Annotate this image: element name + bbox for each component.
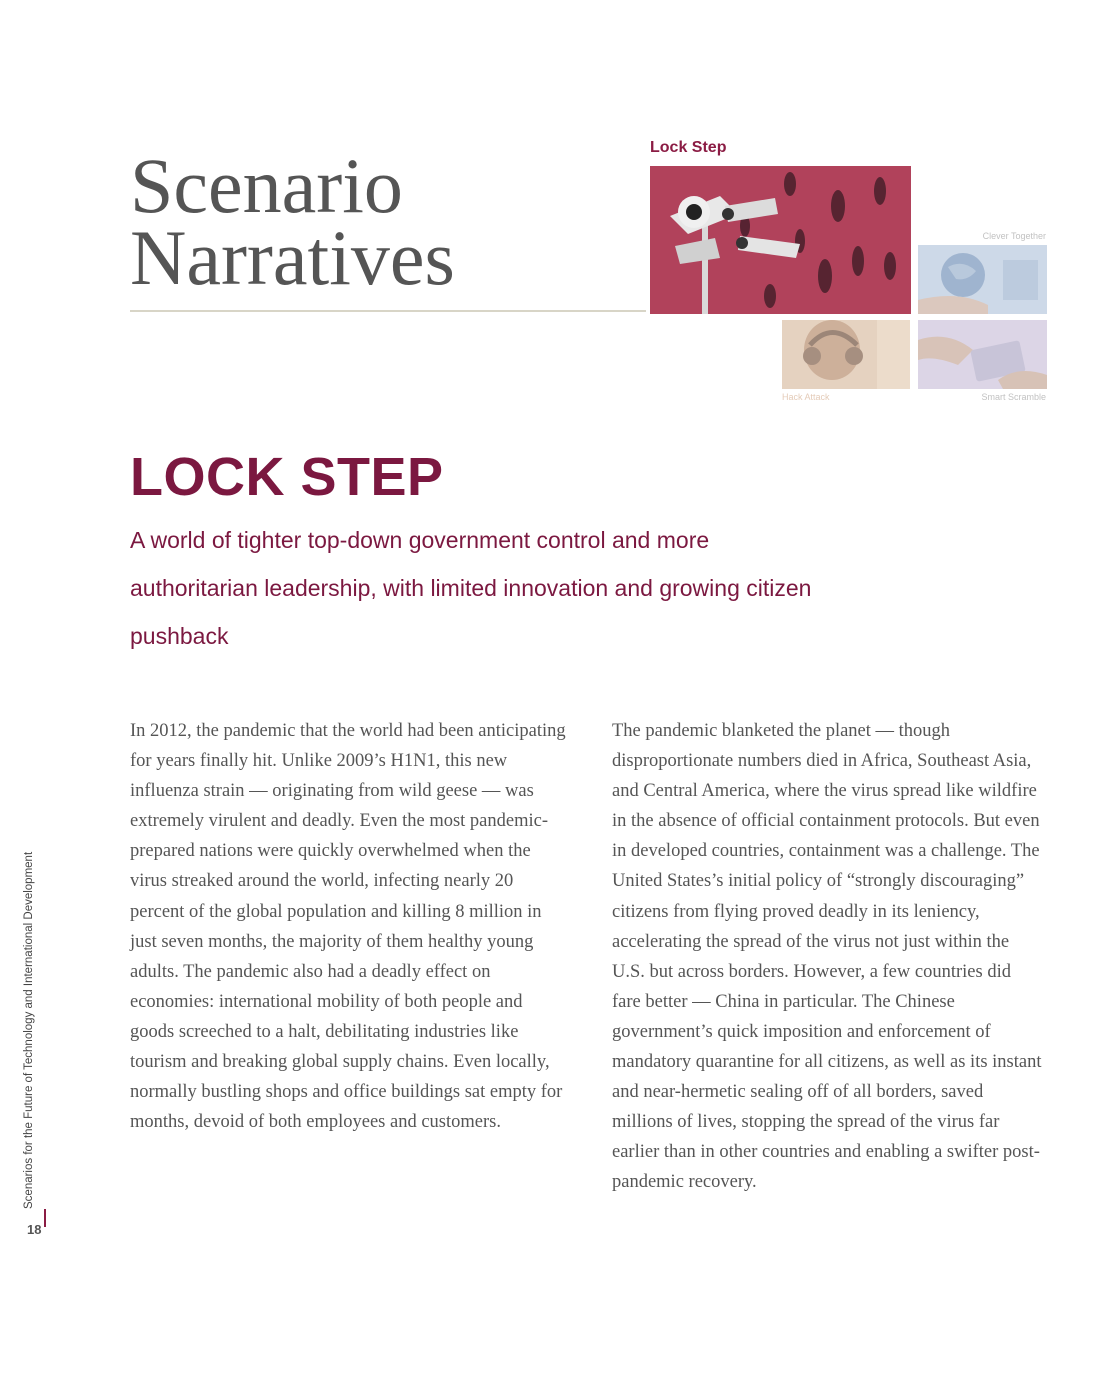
clever-together-photo — [918, 245, 1047, 314]
smart-scramble-photo — [918, 320, 1047, 389]
section-title-line1: Scenario — [130, 142, 403, 229]
section-title — [130, 142, 455, 301]
scenario-subtitle: A world of tighter top-down government control and more authoritarian leadership, with limited innovation and growing citizen pushback — [130, 527, 812, 649]
hack-attack-photo — [782, 320, 910, 389]
scenario-heading: LOCK STEP — [130, 447, 444, 507]
smart-scramble-label: Smart Scramble — [981, 392, 1046, 402]
clever-together-label: Clever Together — [982, 231, 1046, 241]
body-column-right: The pandemic blanketed the planet — though disproportionate numbers died in Africa, Southeast Asia, and Central America, where the virus spread like wildfire in the absence of official containment protocols. But even in developed countries, containment was a challenge. The United States’s initial policy of “strongly discouraging” citizens from flying proved deadly in its leniency, accelerating the spread of the virus not just within the U.S. but across borders. However, a few countries did fare better — China in particular. The Chinese government’s quick imposition and enforcement of mandatory quarantine for all citizens, as well as its instant and near-hermetic sealing off of all borders, saved millions of lives, stopping the spread of the virus far earlier than in other countries and enabling a swifter post-pandemic recovery. — [612, 721, 1042, 1193]
title-divider — [130, 310, 646, 312]
publication-title: Scenarios for the Future of Technology and International Development — [23, 851, 35, 1209]
folio-accent-bar — [44, 1209, 46, 1227]
section-title-line2: Narratives — [130, 214, 455, 301]
lock-step-photo — [650, 166, 911, 314]
body-column-left: In 2012, the pandemic that the world had been anticipating for years finally hit. Unlike 2009’s H1N1, this new influenza strain — originating from wild geese — was extremely virulent and deadly. Even the most pandemic-prepared nations were quickly overwhelmed when the virus streaked around the world, infecting nearly 20 percent of the global population and killing 8 million in just seven months, the majority of them healthy young adults. The pandemic also had a deadly effect on economies: international mobility of both people and goods screeched to a halt, debilitating industries like tourism and breaking global supply chains. Even locally, normally bustling shops and office buildings sat empty for months, devoid of both employees and customers. — [130, 721, 566, 1133]
hack-attack-label: Hack Attack — [782, 392, 830, 402]
mosaic-active-label: Lock Step — [650, 139, 727, 156]
page-number: 18 — [27, 1222, 42, 1237]
